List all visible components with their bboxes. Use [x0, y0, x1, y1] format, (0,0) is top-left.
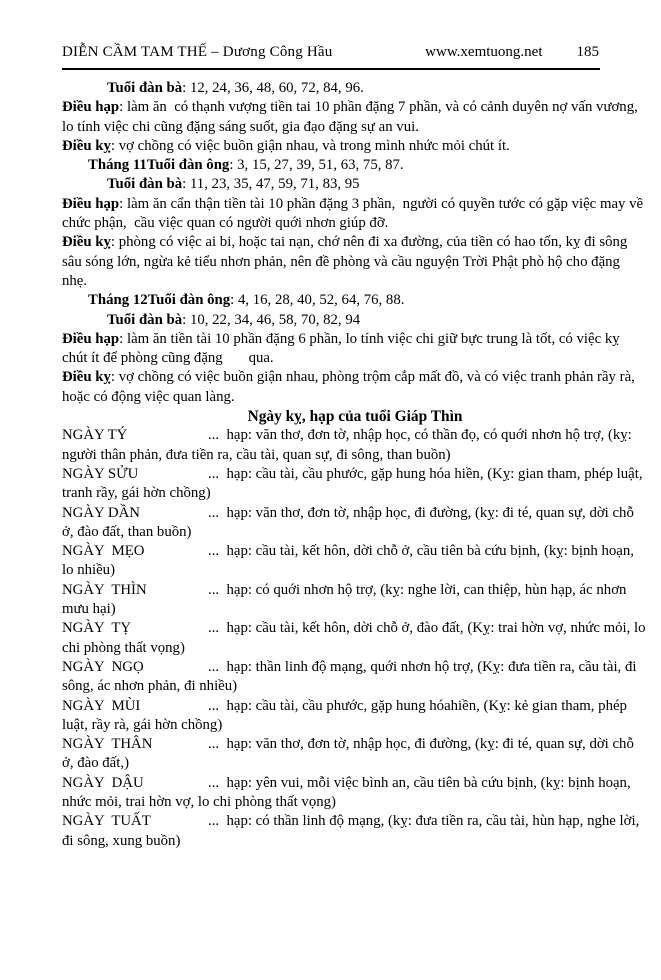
day-name: NGÀY TỴ [62, 620, 132, 637]
document-page [0, 44, 661, 980]
day-name: NGÀY THÌN [62, 581, 147, 598]
day-name: NGÀY THÂN [62, 736, 153, 753]
day-entry-tuat [62, 812, 648, 851]
paragraph-text: : 4, 16, 28, 40, 52, 64, 76, 88. [230, 292, 405, 309]
day-entry-mui [62, 697, 648, 736]
day-text: ... hạp: văn thơ, đơn tờ, nhập học, đi đường, (kỵ: đi té, quan sự, dời chỗ ở, đào đất, than buồn) [62, 504, 634, 540]
day-name: NGÀY DẬU [62, 774, 144, 791]
paragraph-women-ages [62, 79, 648, 98]
paragraph-text: : 3, 15, 27, 39, 51, 63, 75, 87. [229, 157, 404, 174]
day-name: NGÀY TÝ [62, 427, 128, 444]
paragraph-dieu-hap [62, 195, 648, 234]
paragraph-lead: Điều kỵ [62, 369, 111, 386]
day-entry-dau [62, 774, 648, 813]
paragraph-lead: Tháng 11Tuổi đàn ông [88, 157, 230, 174]
paragraph-dieu-hap [62, 98, 648, 137]
paragraph-month11-men [62, 156, 648, 175]
paragraph-text: : vợ chồng có việc buồn giận nhau, và trong mình nhức mỏi chút ít. [110, 137, 510, 154]
paragraph-month12-men [62, 291, 648, 310]
paragraph-text: : phòng có việc ai bi, hoặc tai nạn, chớ nên đi xa đường, của tiền có hao tốn, kỵ đi sông sâu sóng lớn, ngừa kẻ tiểu nhơn phản, nên đề phòng và cầu nguyện Trời Phật phò hộ cho đặng nhẹ. [62, 234, 628, 289]
page-header [62, 44, 599, 61]
paragraph-month12-women [62, 311, 648, 330]
header-divider [62, 68, 600, 70]
paragraph-text: : làm ăn tiền tài 10 phần đặng 6 phần, lo tính việc chi giữ bực trung là tốt, có việc kỵ chút ít để phòng cũng đặng qua. [62, 330, 620, 367]
day-text: ... hạp: có thần linh độ mạng, (kỵ: đưa tiền ra, cầu tài, hùn hạp, nghe lời, đi sông, xung buồn) [62, 813, 640, 849]
day-entry-ty [62, 426, 648, 465]
day-entry-than [62, 735, 648, 774]
paragraph-text: : 12, 24, 36, 48, 60, 72, 84, 96. [182, 80, 364, 96]
paragraph-lead: Điều kỵ [62, 137, 111, 154]
paragraph-lead: Tuổi đàn bà [107, 176, 183, 193]
day-name: NGÀY TUẤT [62, 813, 151, 830]
paragraph-dieu-ky [62, 368, 648, 407]
day-name: NGÀY DẦN [62, 504, 140, 521]
day-entry-thin [62, 581, 648, 620]
day-name: NGÀY NGỌ [62, 658, 144, 675]
day-text: ... hạp: yên vui, mỗi việc bình an, cầu tiên bà cứu bịnh, (kỵ: bịnh hoạn, nhức mỏi, trai hờn vợ, lo chi phòng thất vọng) [62, 774, 631, 810]
day-entry-dan [62, 504, 648, 543]
paragraph-lead: Tuổi đàn bà [107, 311, 183, 328]
paragraph-text: : 11, 23, 35, 47, 59, 71, 83, 95 [182, 176, 360, 193]
day-text: ... hạp: có quới nhơn hộ trợ, (kỵ: nghe lời, can thiệp, hùn hạp, ác nhơn mưu hại) [62, 581, 627, 618]
paragraph-lead: Điều kỵ [62, 234, 111, 251]
section-heading: Ngày kỵ, hạp của tuổi Giáp Thìn [247, 408, 463, 426]
day-text: ... hạp: văn thơ, đơn tờ, nhập học, có thần đọ, có quới nhơn hộ trợ, (kỵ: người thân phản, đưa tiền ra, cầu tài, quan sự, đi sông, than buồn) [62, 427, 632, 463]
day-text: ... hạp: cầu tài, cầu phước, gặp hung hóa hiền, (Kỵ: gian tham, phép luật, tranh rầy, gái hờn chồng) [62, 465, 647, 502]
book-title: DIỄN CẦM TAM THẾ – Dương Công Hầu [62, 44, 333, 60]
paragraph-lead: Điều hạp [62, 330, 120, 347]
day-entry-meo [62, 542, 648, 581]
day-text: ... hạp: văn thơ, đơn tờ, nhập học, đi đường, (kỵ: đi té, quan sự, dời chỗ ở, đào đất,) [62, 736, 634, 772]
day-entry-suu [62, 465, 648, 504]
paragraph-lead: Điều hạp [62, 99, 120, 116]
day-text: ... hạp: cầu tài, kết hôn, dời chỗ ở, đào đất, (Kỵ: trai hờn vợ, nhức mỏi, lo chi phòng thất vọng) [62, 620, 646, 656]
page-content [62, 79, 648, 851]
day-entry-ngo [62, 658, 648, 697]
day-name: NGÀY SỬU [62, 465, 139, 482]
paragraph-text: : làm ăn cẩn thận tiền tài 10 phần đặng 3 phần, người có quyền tước có gặp việc may về chức phận, cầu việc quan có người quới nhơn giúp đỡ. [62, 195, 644, 232]
paragraph-text: : làm ăn có thạnh vượng tiền tai 10 phần đặng 7 phần, và có cảnh duyên nợ vấn vương, lo tính việc chi cũng đặng sáng suốt, gia đạo đặng sự an vui. [62, 99, 638, 135]
paragraph-lead: Tháng 12Tuổi đàn ông [88, 292, 231, 309]
paragraph-text: : vợ chồng có việc buồn giận nhau, phòng trộm cắp mất đồ, và có việc tranh phản rầy rà, hoặc có động việc quan làng. [62, 369, 635, 405]
page-number: 185 [576, 44, 599, 60]
day-entry-tỵ [62, 619, 648, 658]
paragraph-lead: Tuổi đàn bà [107, 80, 183, 96]
paragraph-dieu-ky [62, 137, 648, 156]
day-name: NGÀY MÙI [62, 697, 141, 714]
paragraph-lead: Điều hạp [62, 195, 120, 212]
day-name: NGÀY MẸO [62, 543, 145, 560]
day-text: ... hạp: cầu tài, kết hôn, dời chỗ ở, cầu tiên bà cứu bịnh, (kỵ: bịnh hoạn, lo nhiều) [62, 543, 634, 579]
day-text: ... hạp: thần linh độ mạng, quới nhơn hộ trợ, (Kỵ: đưa tiền ra, cầu tài, đi sông, ác nhơn phản, đi nhiều) [62, 658, 637, 695]
paragraph-dieu-hap [62, 330, 648, 369]
paragraph-dieu-ky [62, 233, 648, 291]
website-text: www.xemtuong.net [425, 44, 543, 60]
paragraph-month11-women [62, 175, 648, 194]
day-text: ... hạp: cầu tài, cầu phước, gặp hung hóahiền, (Kỵ: kẻ gian tham, phép luật, rầy rà, gái hờn chồng) [62, 697, 627, 733]
paragraph-text: : 10, 22, 34, 46, 58, 70, 82, 94 [182, 311, 361, 328]
